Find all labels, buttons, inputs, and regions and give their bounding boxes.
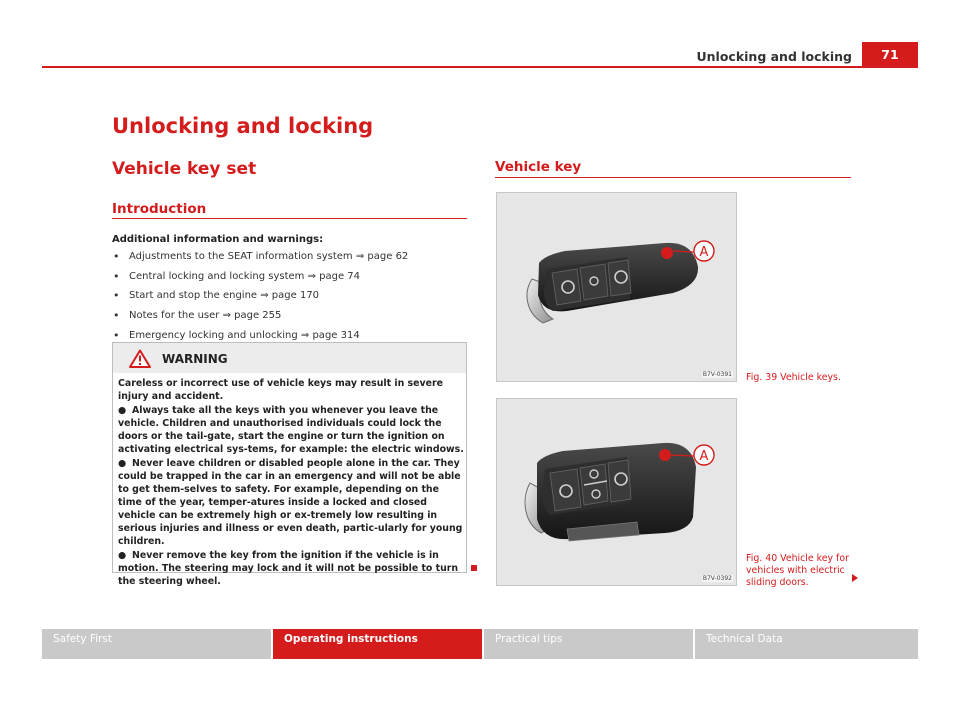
warning-triangle-icon [129,349,151,368]
warning-item [118,549,464,588]
list-item[interactable]: • Adjustments to the SEAT information system ⇒ page 62 [112,251,472,271]
subsection-rule [112,218,467,219]
figure-caption: Fig. 39 Vehicle keys. [746,372,841,383]
figure-code: B7V-0392 [702,575,732,582]
warning-item-text: Always take all the keys with you whenever you leave the vehicle. Children and unauthorised individuals could lock the doors or the tail-gate, start the engine or turn the ignition on activating electrical sys-tems, for example: the electric windows. [118,405,464,455]
warning-box [112,342,467,587]
right-section-rule [495,177,851,178]
page-number: 71 [862,42,918,68]
intro-list [112,251,472,349]
figure-callout-label: A [699,245,709,260]
continue-arrow-icon [852,574,858,582]
warning-header [113,343,466,373]
subsection-title: Introduction [112,201,207,217]
warning-item-text: Never leave children or disabled people alone in the car. They could be trapped in the car in an emergency and will not be able to get them-selves to safety. For example, depending on the time of the year, temper-atures inside a locked and closed vehicle can be extremely high or ex-tremely low resulting in serious injuries and illness or even death, partic-ularly for young children. [118,458,463,547]
footer-tab-operating-instructions[interactable]: Operating instructions [273,629,482,659]
list-item[interactable]: • Central locking and locking system ⇒ page 74 [112,271,472,291]
warning-item-text: Never remove the key from the ignition if the vehicle is in motion. The steering may lock and it will not be possible to turn the steering wheel. [118,550,459,587]
list-item[interactable]: • Start and stop the engine ⇒ page 170 [112,290,472,310]
figure-code: B7V-0391 [702,371,732,378]
right-section-title: Vehicle key [495,159,582,175]
list-item[interactable]: • Notes for the user ⇒ page 255 [112,310,472,330]
footer-nav [42,629,918,659]
warning-body [118,377,464,589]
sliding-door-key-illustration [497,399,737,586]
intro-lead: Additional information and warnings: [112,234,324,245]
figure-callout-label: A [699,449,709,464]
section-end-marker [471,565,477,571]
bullet-icon: ● [118,458,127,469]
vehicle-key-illustration [497,193,737,382]
figure-sliding-door-key [496,398,737,586]
list-item[interactable]: • Emergency locking and unlocking ⇒ page 314 [112,330,472,350]
running-header-title: Unlocking and locking [696,49,852,64]
bullet-icon: ● [118,405,127,416]
footer-tab-technical-data[interactable]: Technical Data [695,629,918,659]
footer-tab-safety-first[interactable]: Safety First [42,629,271,659]
figure-vehicle-keys [496,192,737,382]
bullet-icon: ● [118,550,127,561]
warning-title: WARNING [162,352,228,366]
warning-lead: Careless or incorrect use of vehicle keys may result in severe injury and accident. [118,378,443,402]
footer-tab-practical-tips[interactable]: Practical tips [484,629,693,659]
section-title: Vehicle key set [112,159,257,179]
warning-item [118,457,464,548]
figure-caption: Fig. 40 Vehicle key for vehicles with electric sliding doors. [746,553,849,588]
chapter-title: Unlocking and locking [112,114,374,138]
header-rule [42,66,918,68]
warning-item [118,404,464,456]
